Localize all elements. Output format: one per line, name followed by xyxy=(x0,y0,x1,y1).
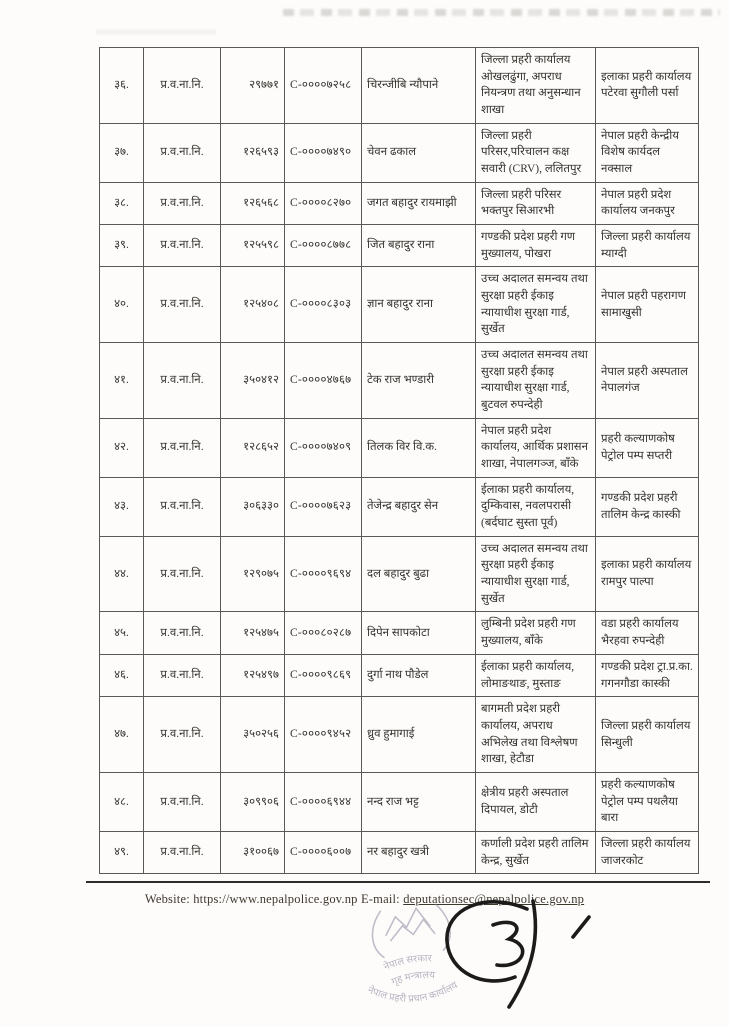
row-rank: प्र.व.ना.नि. xyxy=(144,48,221,124)
row-new-office: नेपाल प्रहरी प्रदेश कार्यालय जनकपुर xyxy=(596,182,699,224)
row-citizen-code: C-००००४७६७ xyxy=(285,343,362,419)
stamp-text-line1: नेपाल सरकार xyxy=(382,953,432,974)
row-serial: ४८. xyxy=(100,772,144,831)
row-rank: प्र.व.ना.नि. xyxy=(144,182,221,224)
row-police-number: १२५४७५ xyxy=(221,612,285,654)
row-citizen-code: C-००००९८६९ xyxy=(285,654,362,696)
row-police-number: १२९०७५ xyxy=(221,536,285,612)
row-current-office: नेपाल प्रहरी प्रदेश कार्यालय, आर्थिक प्रशासन शाखा, नेपालगञ्ज, बाँके xyxy=(476,418,596,477)
row-citizen-code: C-०००८०२८७ xyxy=(285,612,362,654)
email-label: E-mail: xyxy=(360,892,400,907)
row-serial: ४२. xyxy=(100,418,144,477)
row-police-number: १२८६५२ xyxy=(221,418,285,477)
row-new-office: नेपाल प्रहरी केन्द्रीय विशेष कार्यदल नक्साल xyxy=(596,123,699,182)
seal-and-signature-area xyxy=(0,907,729,1027)
row-name: जगत बहादुर रायमाझी xyxy=(362,182,476,224)
bleed-through-marks xyxy=(283,9,720,16)
row-name: दल बहादुर बुढा xyxy=(362,536,476,612)
row-serial: ३७. xyxy=(100,123,144,182)
table-row xyxy=(100,123,699,182)
row-police-number: ३५०४१२ xyxy=(221,343,285,419)
stamp-text-line3: नेपाल प्रहरी प्रधान कार्यालय xyxy=(365,980,460,1005)
row-police-number: १२६५६८ xyxy=(221,182,285,224)
row-serial: ४५. xyxy=(100,612,144,654)
table-row xyxy=(100,536,699,612)
row-name: तेजेन्द्र बहादुर सेन xyxy=(362,477,476,536)
table-row xyxy=(100,612,699,654)
row-serial: ४९. xyxy=(100,831,144,873)
website-text: Website: https://www.nepalpolice.gov.np xyxy=(144,892,358,907)
row-new-office: जिल्ला प्रहरी कार्यालय जाजरकोट xyxy=(596,831,699,873)
row-new-office: वडा प्रहरी कार्यालय भैरहवा रुपन्देही xyxy=(596,612,699,654)
row-current-office: उच्च अदालत समन्वय तथा सुरक्षा प्रहरी ईकाइ न्यायाधीश सुरक्षा गार्ड, बुटवल रुपन्देही xyxy=(476,343,596,419)
row-current-office: उच्च अदालत समन्वय तथा सुरक्षा प्रहरी ईकाइ न्यायाधीश सुरक्षा गार्ड, सुर्खेत xyxy=(476,267,596,343)
row-citizen-code: C-००००७४०९ xyxy=(285,418,362,477)
row-citizen-code: C-००००९४५२ xyxy=(285,697,362,773)
footer-divider xyxy=(86,881,710,883)
row-police-number: ३१००६७ xyxy=(221,831,285,873)
row-citizen-code: C-००००७६२३ xyxy=(285,477,362,536)
row-serial: ३८. xyxy=(100,182,144,224)
row-new-office: प्रहरी कल्याणकोष पेट्रोल पम्प पथलैया बारा xyxy=(596,772,699,831)
row-serial: ४६. xyxy=(100,654,144,696)
row-name: ध्रुव हुमागाई xyxy=(362,697,476,773)
row-rank: प्र.व.ना.नि. xyxy=(144,267,221,343)
row-rank: प्र.व.ना.नि. xyxy=(144,343,221,419)
row-police-number: ३५०२५६ xyxy=(221,697,285,773)
row-serial: ३९. xyxy=(100,225,144,267)
row-current-office: ईलाका प्रहरी कार्यालय, लोमाङथाङ, मुस्ताङ xyxy=(476,654,596,696)
row-new-office: जिल्ला प्रहरी कार्यालय सिन्धुली xyxy=(596,697,699,773)
table-row xyxy=(100,477,699,536)
row-name: चेवन ढकाल xyxy=(362,123,476,182)
row-name: दिपेन सापकोटा xyxy=(362,612,476,654)
row-new-office: नेपाल प्रहरी पहरागण सामाखुसी xyxy=(596,267,699,343)
row-name: चिरन्जीबि न्यौपाने xyxy=(362,48,476,124)
row-current-office: गण्डकी प्रदेश प्रहरी गण मुख्यालय, पोखरा xyxy=(476,225,596,267)
row-serial: ३६. xyxy=(100,48,144,124)
row-citizen-code: C-००००६९४४ xyxy=(285,772,362,831)
row-new-office: गण्डकी प्रदेश ट्रा.प्र.का. गगनगौडा कास्की xyxy=(596,654,699,696)
row-current-office: कर्णाली प्रदेश प्रहरी तालिम केन्द्र, सुर्खेत xyxy=(476,831,596,873)
handwritten-signature xyxy=(415,889,615,1014)
row-new-office: इलाका प्रहरी कार्यालय रामपुर पाल्पा xyxy=(596,536,699,612)
table-row xyxy=(100,772,699,831)
row-name: टेक राज भण्डारी xyxy=(362,343,476,419)
row-serial: ४०. xyxy=(100,267,144,343)
row-current-office: ईलाका प्रहरी कार्यालय, दुम्किवास, नवलपरासी (बर्दघाट सुस्ता पूर्व) xyxy=(476,477,596,536)
row-current-office: उच्च अदालत समन्वय तथा सुरक्षा प्रहरी ईकाइ न्यायाधीश सुरक्षा गार्ड, सुर्खेत xyxy=(476,536,596,612)
row-citizen-code: C-००००९६९४ xyxy=(285,536,362,612)
row-rank: प्र.व.ना.नि. xyxy=(144,123,221,182)
row-police-number: ३०६३३० xyxy=(221,477,285,536)
row-rank: प्र.व.ना.नि. xyxy=(144,612,221,654)
bleed-through-marks xyxy=(96,30,216,34)
row-new-office: जिल्ला प्रहरी कार्यालय म्याग्दी xyxy=(596,225,699,267)
row-current-office: क्षेत्रीय प्रहरी अस्पताल दिपायल, डोटी xyxy=(476,772,596,831)
row-police-number: ३०९९०६ xyxy=(221,772,285,831)
row-current-office: जिल्ला प्रहरी परिसर,परिचालन कक्ष सवारी (CRV), ललितपुर xyxy=(476,123,596,182)
row-serial: ४३. xyxy=(100,477,144,536)
email-link[interactable]: deputationsec@nepalpolice.gov.np xyxy=(403,892,585,907)
row-name: ज्ञान बहादुर राना xyxy=(362,267,476,343)
row-current-office: जिल्ला प्रहरी परिसर भक्तपुर सिआरभी xyxy=(476,182,596,224)
row-current-office: लुम्बिनी प्रदेश प्रहरी गण मुख्यालय, बाँके xyxy=(476,612,596,654)
row-citizen-code: C-००००७२५८ xyxy=(285,48,362,124)
table-row xyxy=(100,267,699,343)
row-rank: प्र.व.ना.नि. xyxy=(144,772,221,831)
table-row xyxy=(100,48,699,124)
row-name: तिलक विर वि.क. xyxy=(362,418,476,477)
table-row xyxy=(100,831,699,873)
row-serial: ४४. xyxy=(100,536,144,612)
row-citizen-code: C-००००७४९० xyxy=(285,123,362,182)
row-new-office: नेपाल प्रहरी अस्पताल नेपालगंज xyxy=(596,343,699,419)
row-new-office: गण्डकी प्रदेश प्रहरी तालिम केन्द्र कास्की xyxy=(596,477,699,536)
stamp-text-line2: गृह मन्त्रालय xyxy=(390,970,436,989)
row-police-number: १२६५९३ xyxy=(221,123,285,182)
row-citizen-code: C-००००८७७८ xyxy=(285,225,362,267)
table-row xyxy=(100,697,699,773)
row-rank: प्र.व.ना.नि. xyxy=(144,654,221,696)
table-row xyxy=(100,418,699,477)
table-row xyxy=(100,654,699,696)
row-police-number: १२५४९७ xyxy=(221,654,285,696)
row-rank: प्र.व.ना.नि. xyxy=(144,831,221,873)
row-new-office: इलाका प्रहरी कार्यालय पटेरवा सुगौली पर्सा xyxy=(596,48,699,124)
row-current-office: बागमती प्रदेश प्रहरी कार्यालय, अपराध अभिलेख तथा विश्लेषण शाखा, हेटौडा xyxy=(476,697,596,773)
row-police-number: १२५४०८ xyxy=(221,267,285,343)
row-name: नन्द राज भट्ट xyxy=(362,772,476,831)
row-citizen-code: C-००००८३०३ xyxy=(285,267,362,343)
row-serial: ४७. xyxy=(100,697,144,773)
row-rank: प्र.व.ना.नि. xyxy=(144,418,221,477)
row-name: दुर्गा नाथ पौडेल xyxy=(362,654,476,696)
row-name: जित बहादुर राना xyxy=(362,225,476,267)
row-rank: प्र.व.ना.नि. xyxy=(144,225,221,267)
row-police-number: १२५५९८ xyxy=(221,225,285,267)
row-police-number: २९७७१ xyxy=(221,48,285,124)
row-name: नर बहादुर खत्री xyxy=(362,831,476,873)
table-row xyxy=(100,182,699,224)
table-row xyxy=(100,343,699,419)
row-rank: प्र.व.ना.नि. xyxy=(144,697,221,773)
row-serial: ४१. xyxy=(100,343,144,419)
transfer-roster-table xyxy=(99,47,699,874)
table-body xyxy=(100,48,699,874)
row-rank: प्र.व.ना.नि. xyxy=(144,536,221,612)
row-current-office: जिल्ला प्रहरी कार्यालय ओखलढुंगा, अपराध नियन्त्रण तथा अनुसन्धान शाखा xyxy=(476,48,596,124)
row-citizen-code: C-००००६००७ xyxy=(285,831,362,873)
row-citizen-code: C-००००८२७० xyxy=(285,182,362,224)
row-new-office: प्रहरी कल्याणकोष पेट्रोल पम्प सप्तरी xyxy=(596,418,699,477)
table-row xyxy=(100,225,699,267)
row-rank: प्र.व.ना.नि. xyxy=(144,477,221,536)
